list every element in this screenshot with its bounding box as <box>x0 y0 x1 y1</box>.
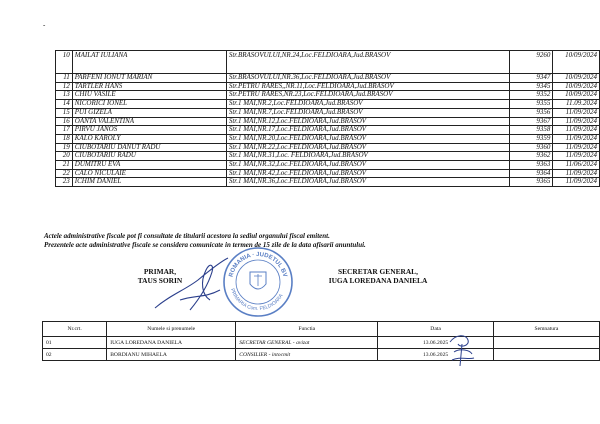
secretary-title: SECRETAR GENERAL, <box>338 267 418 276</box>
approval-header-cell: Data <box>378 322 494 337</box>
table-row <box>56 152 600 161</box>
table-row <box>56 108 600 117</box>
document-code: 9355 <box>509 100 553 109</box>
date: 11/09/2024 <box>553 134 600 143</box>
date: 11/09/2024 <box>553 108 600 117</box>
row-number: 18 <box>56 134 73 143</box>
taxpayer-name: KALO KAROLY <box>72 134 226 143</box>
approval-header-cell: Functia <box>236 322 378 337</box>
date: 10/09/2024 <box>553 82 600 91</box>
taxpayer-name: CIUBOTARIU RADU <box>72 152 226 161</box>
document-code: 9362 <box>509 152 553 161</box>
row-number: 22 <box>56 169 73 178</box>
row-number: 20 <box>56 152 73 161</box>
table-row <box>56 161 600 170</box>
row-number: 23 <box>56 178 73 187</box>
approval-function: CONSILIER - intocmit <box>236 349 378 361</box>
document-code: 9359 <box>509 134 553 143</box>
date: 11/09/2024 <box>553 178 600 187</box>
address: Str.BRASOVULUI,NR.24,Loc.FELDIOARA,Jud.BRASOV <box>226 51 509 74</box>
address: Str.BRASOVULUI,NR.36,Loc.FELDIOARA,Jud.BRASOV <box>226 74 509 83</box>
address: Str.PETRU RARES,,NR.11,Loc.FELDIOARA,Jud.BRASOV <box>226 82 509 91</box>
document-code: 9363 <box>509 161 553 170</box>
address: Str.PETRU RARES,NR.23,Loc.FELDIOARA,Jud.BRASOV <box>226 91 509 100</box>
taxpayer-name: OANTA VALENTINA <box>72 117 226 126</box>
taxpayer-name: PIRVU JANOS <box>72 126 226 135</box>
approval-nr: 01 <box>43 337 107 349</box>
mayor-title: PRIMAR, <box>143 267 177 276</box>
date: 11/09/2024 <box>553 126 600 135</box>
address: Str.1 MAI,NR.42,Loc.FELDIOARA,Jud.BRASOV <box>226 169 509 178</box>
taxpayer-name: ICHIM DANIEL <box>72 178 226 187</box>
address: Str.1 MAI,NR.7,Loc.FELDIOARA,Jud.BRASOV <box>226 108 509 117</box>
date: 11/06/2024 <box>553 161 600 170</box>
taxpayer-name: CHIU VASILE <box>72 91 226 100</box>
date: 11/09/2024 <box>553 169 600 178</box>
address: Str.1 MAI,NR.2,Loc.FELDIOARA,Jud.BRASOV <box>226 100 509 109</box>
approval-nr: 02 <box>43 349 107 361</box>
date: 11.09.2024 <box>553 100 600 109</box>
row-number: 19 <box>56 143 73 152</box>
address: Str.1 MAI,NR.32,Loc.FELDIOARA,Jud.BRASOV <box>226 161 509 170</box>
date: 10/09/2024 <box>553 74 600 83</box>
document-code: 9358 <box>509 126 553 135</box>
stamp-top-text: ROMANIA · JUDETUL BV <box>228 251 288 278</box>
mayor-name: TAUS SORIN <box>137 275 183 285</box>
taxpayer-name: NICORICI IONEL <box>72 100 226 109</box>
document-code: 9360 <box>509 143 553 152</box>
row-number: 10 <box>56 51 73 74</box>
date: 10/09/2024 <box>553 91 600 100</box>
secretary-name: IUGA LOREDANA DANIELA <box>328 275 428 285</box>
table-row <box>56 51 600 74</box>
date: 11/09/2024 <box>553 143 600 152</box>
taxpayer-name: DUMITRU EVA <box>72 161 226 170</box>
note-line-2: Prezentele acte administrative fiscale se considera comunicate in termen de 15 zile de la data afisarii anuntului. <box>44 241 366 249</box>
approval-row <box>43 349 600 361</box>
approval-date: 13.06.2025 <box>378 337 494 349</box>
row-number: 14 <box>56 100 73 109</box>
table-row <box>56 117 600 126</box>
document-code: 9365 <box>509 178 553 187</box>
row-number: 21 <box>56 161 73 170</box>
row-number: 17 <box>56 126 73 135</box>
approval-header-cell: Numele si prenumele <box>107 322 236 337</box>
approval-header-cell: Semnatura <box>493 322 599 337</box>
date: 11/09/2024 <box>553 117 600 126</box>
address: Str.1 MAI,NR.22,Loc.FELDIOARA,Jud.BRASOV <box>226 143 509 152</box>
document-code: 9345 <box>509 82 553 91</box>
approval-date: 13.06.2025 <box>378 349 494 361</box>
address: Str.1 MAI,NR.17,Loc.FELDIOARA,Jud.BRASOV <box>226 126 509 135</box>
address: Str.1 MAI,NR.20,Loc.FELDIOARA,Jud.BRASOV <box>226 134 509 143</box>
table-row <box>56 169 600 178</box>
approval-signature <box>442 330 482 370</box>
date: 10/09/2024 <box>553 51 600 74</box>
table-row <box>56 74 600 83</box>
row-number: 11 <box>56 74 73 83</box>
date: 11/09/2024 <box>553 152 600 161</box>
approval-table <box>42 321 600 361</box>
taxpayer-name: CALO NICULAIE <box>72 169 226 178</box>
document-code: 9347 <box>509 74 553 83</box>
page-marker: - <box>43 21 46 29</box>
document-code: 9364 <box>509 169 553 178</box>
table-row <box>56 126 600 135</box>
document-code: 9356 <box>509 108 553 117</box>
taxpayer-name: PARFENI IONUT MARIAN <box>72 74 226 83</box>
address: Str.1 MAI,NR.31,Loc. FELDIOARA,Jud.BRASOV <box>226 152 509 161</box>
table-row <box>56 100 600 109</box>
table-row <box>56 178 600 187</box>
approval-header-cell: Nr.crt. <box>43 322 107 337</box>
approval-function: SECRETAR GENERAL - avizat <box>236 337 378 349</box>
document-code: 9260 <box>509 51 553 74</box>
approval-name: IUGA LOREDANA DANIELA <box>107 337 236 349</box>
approval-signature-cell <box>493 337 599 349</box>
approval-name: BORDIANU MIHAELA <box>107 349 236 361</box>
table-row <box>56 134 600 143</box>
table-row <box>56 143 600 152</box>
approval-header-row <box>43 322 600 337</box>
secretary-signature-block <box>318 268 438 285</box>
row-number: 15 <box>56 108 73 117</box>
document-code: 9352 <box>509 91 553 100</box>
row-number: 12 <box>56 82 73 91</box>
stamp-bottom-text: PRIMARIA Com. FELDIOARA <box>228 287 285 313</box>
official-stamp <box>220 244 296 325</box>
taxpayer-name: MAILAT IULIANA <box>72 51 226 74</box>
taxpayer-name: CIUBOTARIU DANUT RADU <box>72 143 226 152</box>
document-code: 9367 <box>509 117 553 126</box>
row-number: 16 <box>56 117 73 126</box>
approval-row <box>43 337 600 349</box>
note-line-1: Actele administrative fiscale pot fi consultate de titularii acestora la sediul organului fiscal emitent. <box>44 232 330 240</box>
row-number: 13 <box>56 91 73 100</box>
table-row <box>56 82 600 91</box>
taxpayer-name: TARTLER HANS <box>72 82 226 91</box>
taxpayer-name: PUI GIZELA <box>72 108 226 117</box>
approval-signature-cell <box>493 349 599 361</box>
address: Str.1 MAI,NR.36,Loc.FELDIOARA,Jud.BRASOV <box>226 178 509 187</box>
taxpayer-table <box>55 50 600 187</box>
table-row <box>56 91 600 100</box>
address: Str.1 MAI,NR.12,Loc.FELDIOARA,Jud.BRASOV <box>226 117 509 126</box>
